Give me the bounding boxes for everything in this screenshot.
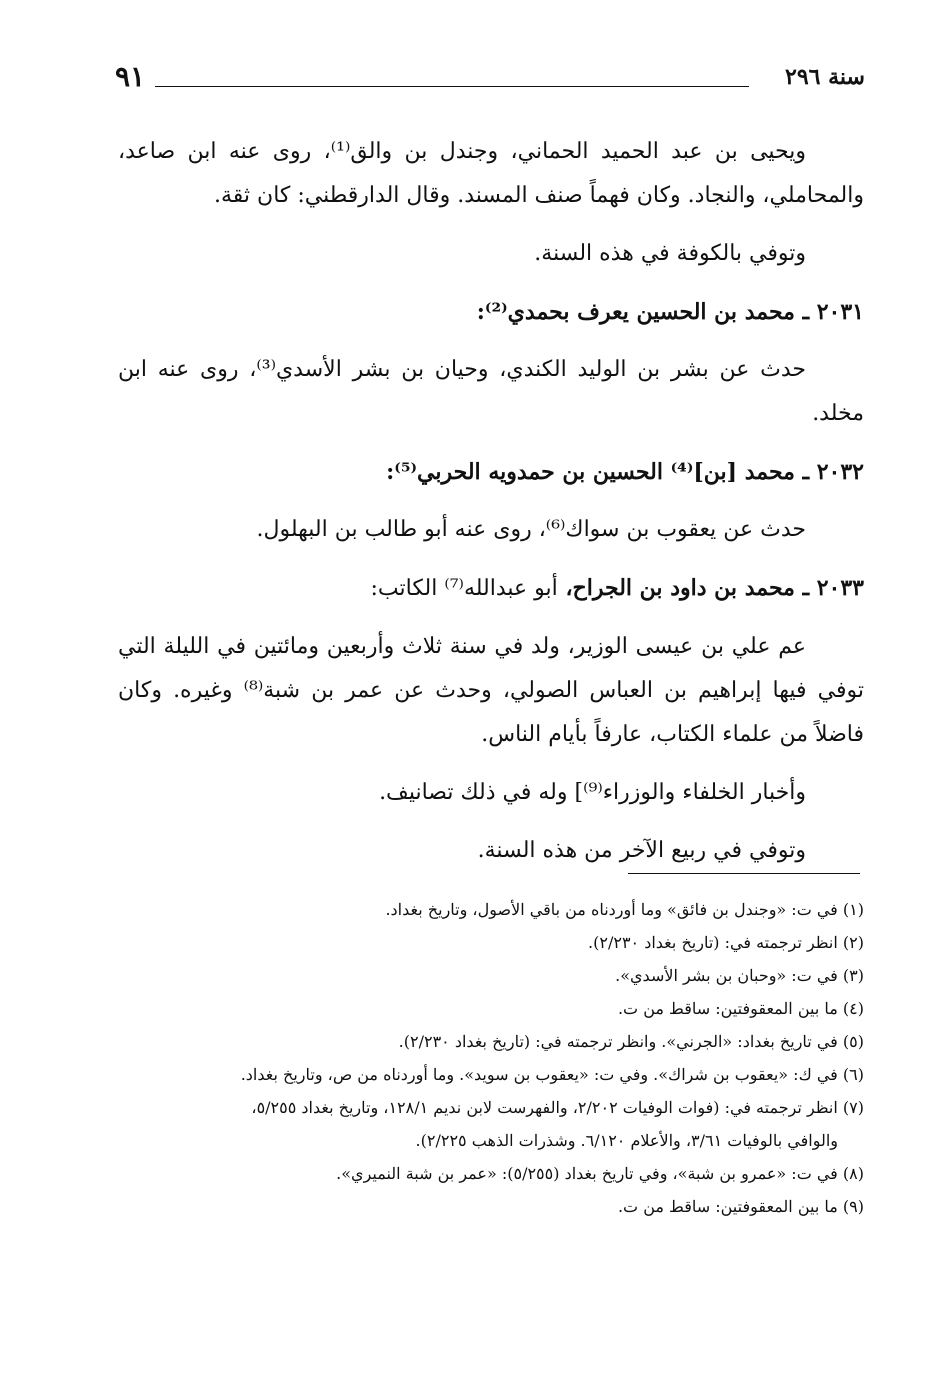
entry-2033-text: عم علي بن عيسى الوزير، ولد في سنة ثلاث وأربعين ومائتين في الليلة التي توفي فيها إبراهيم بن العباس الصولي، وحدث عن عمر بن شبة⁽⁸⁾ وغيره. وكان فاضلاً من علماء الكتاب، عارفاً بأيام الناس. <box>118 634 864 747</box>
footnote-6: (٦) في ك: «يعقوب بن شراك». وفي ت: «يعقوب بن سويد». وما أوردناه من ص، وتاريخ بغداد. <box>240 1065 864 1084</box>
running-head: سنة ٢٩٦ <box>785 64 865 90</box>
entry-2033-heading-kunya: أبو عبدالله⁽⁷⁾ الكاتب: <box>370 576 558 601</box>
entry-2033-works: وأخبار الخلفاء والوزراء⁽⁹⁾] وله في ذلك تصانيف. <box>379 780 806 805</box>
footnote-5: (٥) في تاريخ بغداد: «الجرني». وانظر ترجمته في: (تاريخ بغداد ٢/٢٣٠). <box>398 1032 864 1051</box>
page-header <box>115 60 865 100</box>
main-text <box>118 130 864 887</box>
entry-2032-heading: ٢٠٣٢ ـ محمد [بن]⁽⁴⁾ الحسين بن حمدويه الحربي⁽⁵⁾: <box>386 459 864 485</box>
footnotes <box>150 893 864 1223</box>
paragraph-death-note: وتوفي بالكوفة في هذه السنة. <box>534 241 806 266</box>
footnote-7-continuation: والوافي بالوفيات ٣/٦١، والأعلام ٦/١٢٠. وشذرات الذهب ٢/٢٢٥). <box>415 1131 838 1150</box>
entry-2033-heading-name: ٢٠٣٣ ـ محمد بن داود بن الجراح، <box>565 575 864 601</box>
entry-2031-text: حدث عن بشر بن الوليد الكندي، وحيان بن بشر الأسدي⁽³⁾، روى عنه ابن مخلد. <box>118 357 864 426</box>
footnote-1: (١) في ت: «وجندل بن فائق» وما أوردناه من باقي الأصول، وتاريخ بغداد. <box>385 900 864 919</box>
footnote-9: (٩) ما بين المعقوفتين: ساقط من ت. <box>617 1197 864 1216</box>
paragraph-continuation: ويحيى بن عبد الحميد الحماني، وجندل بن والق⁽¹⁾، روى عنه ابن صاعد، والمحاملي، والنجاد. وكان فهماً صنف المسند. وقال الدارقطني: كان ثقة. <box>118 139 864 208</box>
footnote-3: (٣) في ت: «وحبان بن بشر الأسدي». <box>615 966 864 985</box>
entry-2033-heading <box>118 566 864 611</box>
footnote-2: (٢) انظر ترجمته في: (تاريخ بغداد ٢/٢٣٠). <box>588 933 864 952</box>
footnote-rule <box>628 873 860 874</box>
footnote-8: (٨) في ت: «عمرو بن شبة»، وفي تاريخ بغداد (٥/٢٥٥): «عمر بن شبة النميري». <box>336 1164 864 1183</box>
header-rule <box>155 86 749 87</box>
page-number: ٩١ <box>115 60 146 93</box>
footnote-4: (٤) ما بين المعقوفتين: ساقط من ت. <box>617 999 864 1018</box>
entry-2033-death: وتوفي في ربيع الآخر من هذه السنة. <box>477 838 806 863</box>
entry-2032-text: حدث عن يعقوب بن سواك⁽⁶⁾، روى عنه أبو طالب بن البهلول. <box>256 517 806 542</box>
footnote-7: (٧) انظر ترجمته في: (فوات الوفيات ٢/٢٠٢، والفهرست لابن نديم ١٢٨/١، وتاريخ بغداد ٥/٢٥٥، <box>251 1098 864 1117</box>
entry-2031-heading: ٢٠٣١ ـ محمد بن الحسين يعرف بحمدي⁽²⁾: <box>476 299 864 325</box>
